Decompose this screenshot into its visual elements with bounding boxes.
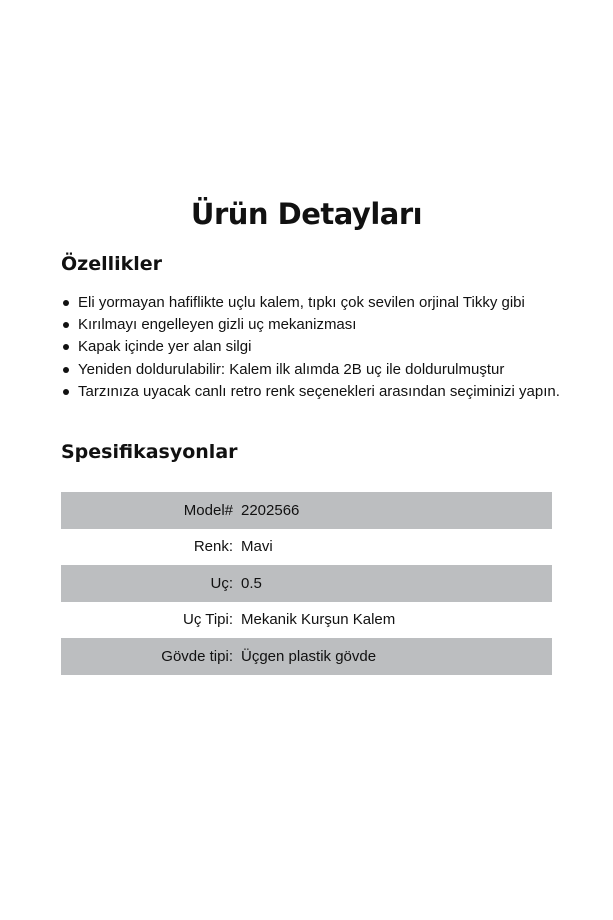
feature-item	[61, 292, 581, 314]
spec-row-color	[61, 529, 552, 565]
bullet-icon	[63, 344, 69, 350]
spec-row-tip-type	[61, 602, 552, 638]
spec-label: Uç Tipi:	[182, 611, 233, 628]
feature-text: Kapak içinde yer alan silgi	[78, 338, 252, 356]
spec-label: Renk:	[193, 538, 233, 555]
spec-value: 0.5	[241, 565, 552, 602]
spec-label: Uç:	[61, 565, 241, 602]
specs-heading: Spesifikasyonlar	[61, 441, 238, 463]
feature-text: Kırılmayı engelleyen gizli uç mekanizması	[78, 316, 357, 334]
feature-item	[61, 359, 581, 381]
spec-label: Gövde tipi:	[61, 638, 241, 675]
feature-text: Yeniden doldurulabilir: Kalem ilk alımda 2B uç ile doldurulmuştur	[78, 360, 505, 378]
bullet-icon	[63, 389, 69, 395]
feature-text: Tarzınıza uyacak canlı retro renk seçenekleri arasından seçiminizi yapın.	[78, 382, 560, 400]
spec-row-tip	[61, 565, 552, 602]
bullet-icon	[63, 300, 69, 306]
page-title: Ürün Detayları	[190, 197, 423, 231]
feature-text: Eli yormayan hafiflikte uçlu kalem, tıpkı çok sevilen orjinal Tikky gibi	[78, 294, 525, 311]
spec-value: 2202566	[241, 492, 552, 529]
feature-item	[61, 381, 581, 403]
spec-value: Mekanik Kurşun Kalem	[241, 611, 396, 628]
feature-item	[61, 314, 581, 336]
spec-row-model	[61, 492, 552, 529]
feature-list	[61, 292, 581, 403]
spec-value: Mavi	[241, 538, 273, 555]
spec-table	[61, 492, 552, 675]
features-heading: Özellikler	[61, 253, 163, 275]
bullet-icon	[63, 322, 69, 328]
spec-label: Model#	[61, 492, 241, 529]
spec-row-body-type	[61, 638, 552, 675]
bullet-icon	[63, 367, 69, 373]
spec-value: Üçgen plastik gövde	[241, 638, 552, 675]
feature-item	[61, 336, 581, 358]
